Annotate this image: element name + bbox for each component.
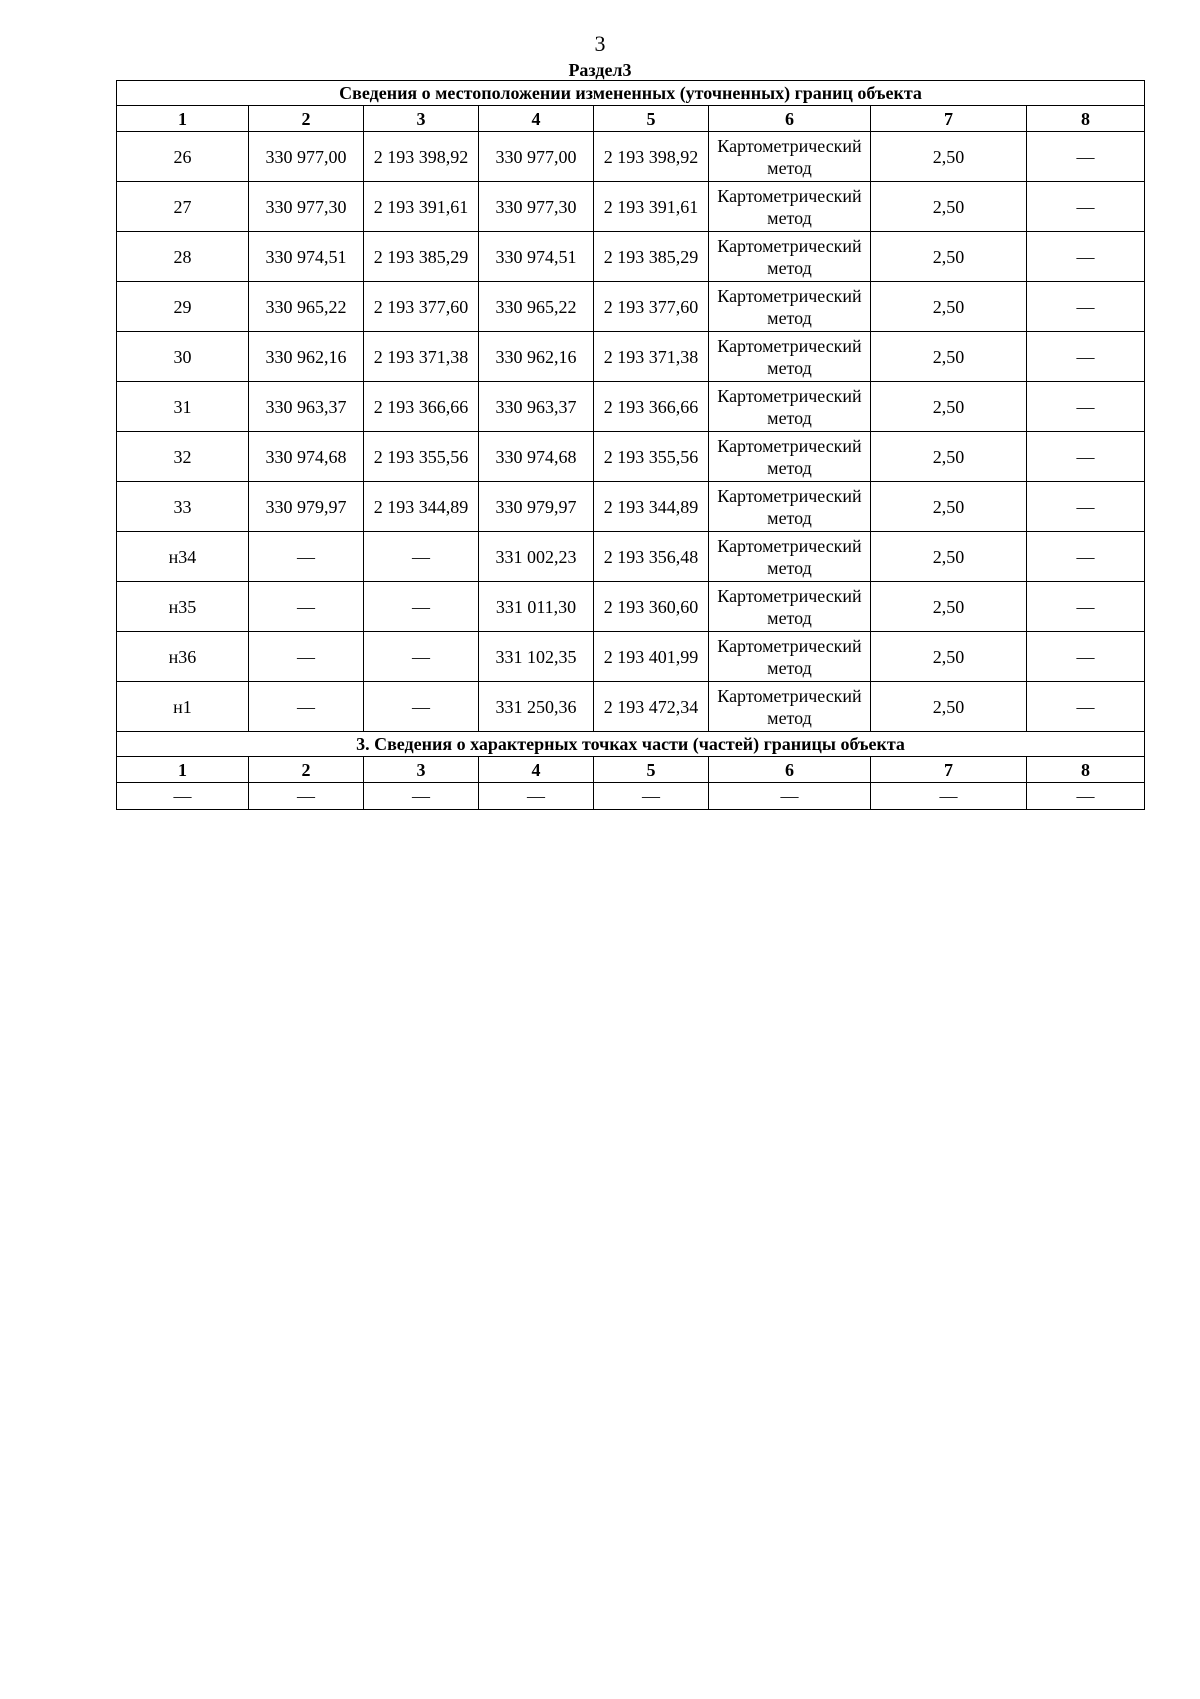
x-old-cell: — xyxy=(249,582,364,632)
accuracy-cell: 2,50 xyxy=(871,532,1027,582)
method-cell: Картометрический метод xyxy=(709,582,871,632)
column-number: 3 xyxy=(364,757,479,783)
column-number: 2 xyxy=(249,106,364,132)
point-cell: н36 xyxy=(117,632,249,682)
y-new-cell: 2 193 385,29 xyxy=(594,232,709,282)
table-row xyxy=(117,382,1145,432)
column-number: 1 xyxy=(117,106,249,132)
point-cell: 31 xyxy=(117,382,249,432)
x-new-cell: 330 979,97 xyxy=(479,482,594,532)
accuracy-cell: 2,50 xyxy=(871,282,1027,332)
x-old-cell: 330 962,16 xyxy=(249,332,364,382)
x-new-cell: 330 974,51 xyxy=(479,232,594,282)
method-cell: Картометрический метод xyxy=(709,182,871,232)
accuracy-cell: 2,50 xyxy=(871,382,1027,432)
x-old-cell: 330 974,68 xyxy=(249,432,364,482)
accuracy-cell: 2,50 xyxy=(871,182,1027,232)
boundary-table xyxy=(116,80,1145,810)
accuracy-cell: 2,50 xyxy=(871,232,1027,282)
y-new-cell: 2 193 356,48 xyxy=(594,532,709,582)
x-old-cell: — xyxy=(249,632,364,682)
y-old-cell: 2 193 398,92 xyxy=(364,132,479,182)
description-cell: — xyxy=(1027,332,1145,382)
y-new-cell: 2 193 472,34 xyxy=(594,682,709,732)
x-old-cell: — xyxy=(249,682,364,732)
description-cell: — xyxy=(1027,382,1145,432)
column-number: 6 xyxy=(709,757,871,783)
description-cell: — xyxy=(1027,232,1145,282)
y-old-cell: 2 193 377,60 xyxy=(364,282,479,332)
point-cell: н35 xyxy=(117,582,249,632)
point-cell: 28 xyxy=(117,232,249,282)
x-new-cell: 331 002,23 xyxy=(479,532,594,582)
point-cell: 26 xyxy=(117,132,249,182)
column-number: 5 xyxy=(594,106,709,132)
table-row xyxy=(117,682,1145,732)
y-old-cell: 2 193 385,29 xyxy=(364,232,479,282)
accuracy-cell: 2,50 xyxy=(871,432,1027,482)
accuracy-cell: 2,50 xyxy=(871,582,1027,632)
y-new-cell: 2 193 360,60 xyxy=(594,582,709,632)
column-number: 8 xyxy=(1027,757,1145,783)
point-cell: н34 xyxy=(117,532,249,582)
method-cell: Картометрический метод xyxy=(709,432,871,482)
method-cell: Картометрический метод xyxy=(709,682,871,732)
x-old-cell: 330 979,97 xyxy=(249,482,364,532)
point-cell: 30 xyxy=(117,332,249,382)
table-cell: — xyxy=(709,783,871,810)
accuracy-cell: 2,50 xyxy=(871,332,1027,382)
x-new-cell: 330 974,68 xyxy=(479,432,594,482)
x-new-cell: 330 965,22 xyxy=(479,282,594,332)
page-number: 3 xyxy=(594,31,606,56)
method-cell: Картометрический метод xyxy=(709,232,871,282)
x-old-cell: 330 974,51 xyxy=(249,232,364,282)
table-cell: — xyxy=(249,783,364,810)
description-cell: — xyxy=(1027,632,1145,682)
x-old-cell: 330 965,22 xyxy=(249,282,364,332)
point-cell: 29 xyxy=(117,282,249,332)
table-row xyxy=(117,282,1145,332)
description-cell: — xyxy=(1027,682,1145,732)
y-new-cell: 2 193 366,66 xyxy=(594,382,709,432)
description-cell: — xyxy=(1027,482,1145,532)
accuracy-cell: 2,50 xyxy=(871,132,1027,182)
y-new-cell: 2 193 371,38 xyxy=(594,332,709,382)
x-new-cell: 330 977,30 xyxy=(479,182,594,232)
table-row xyxy=(117,532,1145,582)
y-old-cell: 2 193 391,61 xyxy=(364,182,479,232)
method-cell: Картометрический метод xyxy=(709,332,871,382)
x-old-cell: 330 977,00 xyxy=(249,132,364,182)
y-new-cell: 2 193 344,89 xyxy=(594,482,709,532)
point-cell: 32 xyxy=(117,432,249,482)
table1-caption: Сведения о местоположении измененных (уточненных) границ объекта xyxy=(117,81,1145,106)
x-new-cell: 330 963,37 xyxy=(479,382,594,432)
method-cell: Картометрический метод xyxy=(709,382,871,432)
table-cell: — xyxy=(871,783,1027,810)
column-number: 1 xyxy=(117,757,249,783)
y-old-cell: 2 193 366,66 xyxy=(364,382,479,432)
table-cell: — xyxy=(594,783,709,810)
description-cell: — xyxy=(1027,582,1145,632)
y-new-cell: 2 193 355,56 xyxy=(594,432,709,482)
table-cell: — xyxy=(1027,783,1145,810)
method-cell: Картометрический метод xyxy=(709,282,871,332)
table-row xyxy=(117,182,1145,232)
table-cell: — xyxy=(117,783,249,810)
point-cell: 33 xyxy=(117,482,249,532)
y-old-cell: — xyxy=(364,682,479,732)
y-new-cell: 2 193 391,61 xyxy=(594,182,709,232)
y-old-cell: 2 193 355,56 xyxy=(364,432,479,482)
x-new-cell: 330 962,16 xyxy=(479,332,594,382)
column-number: 5 xyxy=(594,757,709,783)
y-old-cell: 2 193 344,89 xyxy=(364,482,479,532)
x-new-cell: 330 977,00 xyxy=(479,132,594,182)
table-row xyxy=(117,332,1145,382)
x-old-cell: — xyxy=(249,532,364,582)
point-cell: н1 xyxy=(117,682,249,732)
description-cell: — xyxy=(1027,182,1145,232)
column-number: 7 xyxy=(871,757,1027,783)
method-cell: Картометрический метод xyxy=(709,132,871,182)
table-row xyxy=(117,232,1145,282)
y-old-cell: — xyxy=(364,582,479,632)
x-old-cell: 330 977,30 xyxy=(249,182,364,232)
column-number: 8 xyxy=(1027,106,1145,132)
x-old-cell: 330 963,37 xyxy=(249,382,364,432)
table-row xyxy=(117,432,1145,482)
y-old-cell: 2 193 371,38 xyxy=(364,332,479,382)
method-cell: Картометрический метод xyxy=(709,532,871,582)
y-new-cell: 2 193 398,92 xyxy=(594,132,709,182)
description-cell: — xyxy=(1027,282,1145,332)
table-row xyxy=(117,582,1145,632)
table-cell: — xyxy=(364,783,479,810)
table2-row xyxy=(117,783,1145,810)
description-cell: — xyxy=(1027,532,1145,582)
description-cell: — xyxy=(1027,432,1145,482)
column-number: 4 xyxy=(479,757,594,783)
point-cell: 27 xyxy=(117,182,249,232)
x-new-cell: 331 102,35 xyxy=(479,632,594,682)
method-cell: Картометрический метод xyxy=(709,482,871,532)
accuracy-cell: 2,50 xyxy=(871,632,1027,682)
accuracy-cell: 2,50 xyxy=(871,482,1027,532)
accuracy-cell: 2,50 xyxy=(871,682,1027,732)
table-row xyxy=(117,132,1145,182)
table2-caption: 3. Сведения о характерных точках части (частей) границы объекта xyxy=(117,732,1145,757)
column-number: 3 xyxy=(364,106,479,132)
x-new-cell: 331 250,36 xyxy=(479,682,594,732)
table-cell: — xyxy=(479,783,594,810)
section-title: Раздел3 xyxy=(568,60,632,80)
table-row xyxy=(117,632,1145,682)
y-old-cell: — xyxy=(364,632,479,682)
description-cell: — xyxy=(1027,132,1145,182)
table2-column-numbers xyxy=(117,757,1145,783)
column-number: 4 xyxy=(479,106,594,132)
table1-column-numbers xyxy=(117,106,1145,132)
y-new-cell: 2 193 401,99 xyxy=(594,632,709,682)
column-number: 6 xyxy=(709,106,871,132)
table-row xyxy=(117,482,1145,532)
y-old-cell: — xyxy=(364,532,479,582)
method-cell: Картометрический метод xyxy=(709,632,871,682)
column-number: 2 xyxy=(249,757,364,783)
x-new-cell: 331 011,30 xyxy=(479,582,594,632)
column-number: 7 xyxy=(871,106,1027,132)
y-new-cell: 2 193 377,60 xyxy=(594,282,709,332)
